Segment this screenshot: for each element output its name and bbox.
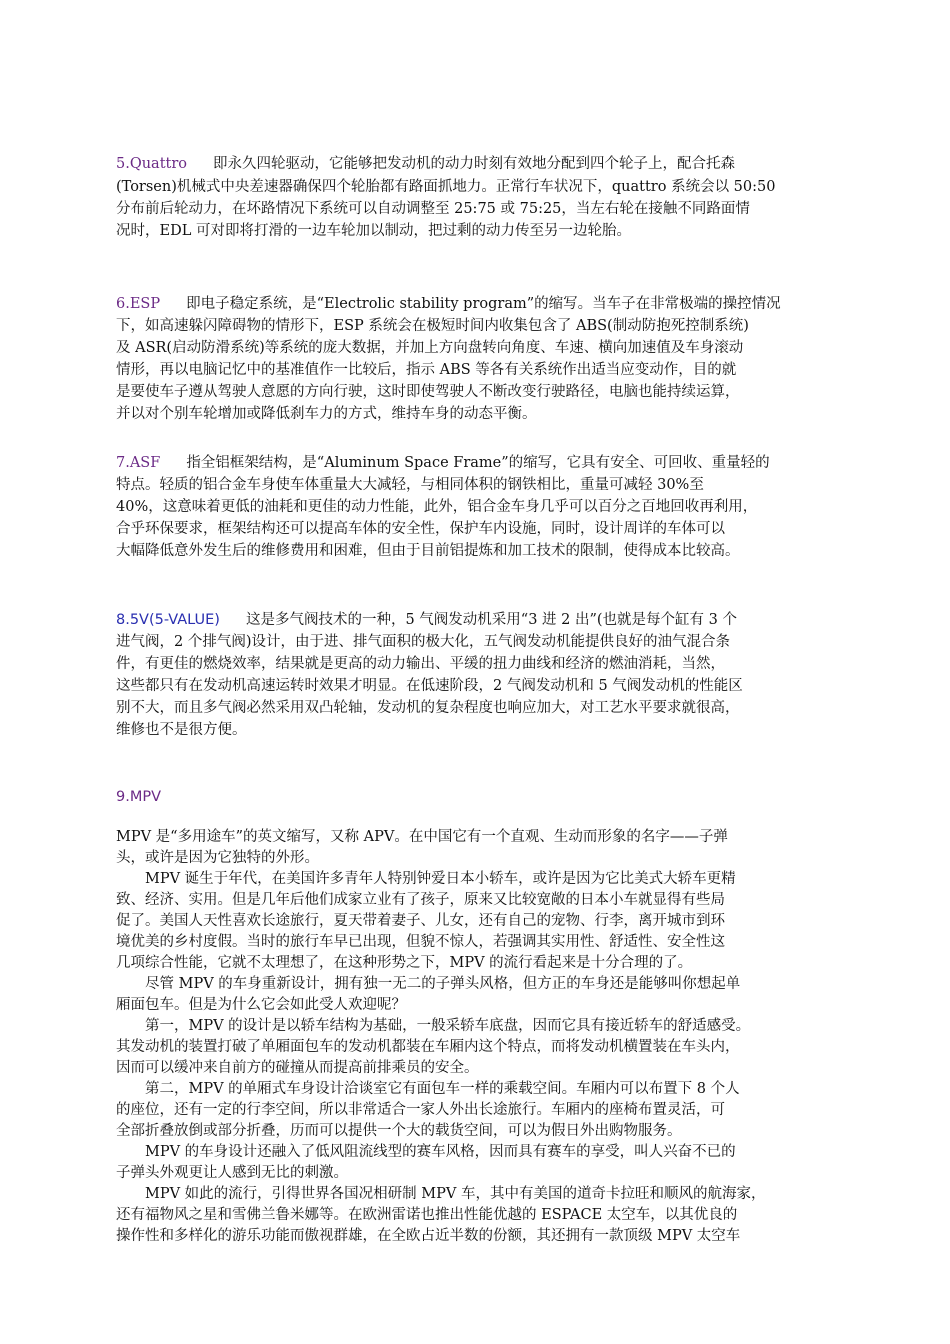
paragraph-line: 还有福物风之星和雪佛兰鲁米娜等。在欧洲雷诺也推出性能优越的 ESPACE 太空车，以其优良的 — [116, 1207, 738, 1223]
paragraph-line: 是要使车子遵从驾驶人意愿的方向行驶，这时即使驾驶人不断改变行驶路径，电脑也能持续运算， — [116, 384, 740, 400]
paragraph-line: 的座位，还有一定的行李空间，所以非常适合一家人外出长途旅行。车厢内的座椅布置灵活，可 — [116, 1102, 725, 1118]
paragraph-line: 下，如高速躲闪障碍物的情形下，ESP 系统会在极短时间内收集包含了 ABS(制动防抱死控制系统) — [116, 318, 749, 334]
paragraph-line: 操作性和多样化的游乐功能而傲视群雄，在全欧占近半数的份额，其还拥有一款顶级 MPV 太空车 — [116, 1228, 741, 1244]
paragraph-line: 促了。美国人天性喜欢长途旅行，夏天带着妻子、儿女，还有自己的宠物、行李，离开城市到环 — [116, 913, 725, 929]
section-label: 8.5V(5-VALUE) — [116, 612, 220, 628]
paragraph-line — [116, 294, 781, 314]
paragraph-line: 件，有更佳的燃烧效率，结果就是更高的动力输出、平缓的扭力曲线和经济的燃油消耗，当然， — [116, 656, 725, 672]
paragraph-line: 进气阀，2 个排气阀)设计，由于进、排气面积的极大化，五气阀发动机能提供良好的油气混合条 — [116, 634, 730, 650]
paragraph-line: 及 ASR(启动防滑系统)等系统的庞大数据，并加上方向盘转向角度、车速、横向加速值及车身滚动 — [116, 340, 744, 356]
paragraph-line — [116, 154, 735, 174]
paragraph-line: MPV 的车身设计还融入了低风阻流线型的赛车风格，因而具有赛车的享受，叫人兴奋不已的 — [116, 1144, 736, 1160]
section-label: 7.ASF — [116, 455, 161, 471]
paragraph-line: 境优美的乡村度假。当时的旅行车早已出现，但貌不惊人，若强调其实用性、舒适性、安全性这 — [116, 934, 725, 950]
paragraph-line: 维修也不是很方便。 — [116, 722, 247, 738]
paragraph-line: MPV 如此的流行，引得世界各国况相研制 MPV 车，其中有美国的道奇卡拉旺和顺风的航海家， — [116, 1186, 766, 1202]
paragraph-line: 况时，EDL 可对即将打滑的一边车轮加以制动，把过剩的动力传至另一边轮胎。 — [116, 223, 631, 239]
paragraph-line: 厢面包车。但是为什么它会如此受人欢迎呢？ — [116, 997, 406, 1013]
section-label: 6.ESP — [116, 296, 161, 312]
paragraph-line: MPV 诞生于年代，在美国许多青年人特别钟爱日本小轿车，或许是因为它比美式大轿车更精 — [116, 871, 736, 887]
paragraph-line: 第一，MPV 的设计是以轿车结构为基础，一般采轿车底盘，因而它具有接近轿车的舒适感受。 — [116, 1018, 751, 1034]
paragraph-line: 几项综合性能，它就不太理想了，在这种形势之下，MPV 的流行看起来是十分合理的了。 — [116, 955, 693, 971]
paragraph-line: 子弹头外观更让人感到无比的刺激。 — [116, 1165, 348, 1181]
paragraph-line: 其发动机的装置打破了单厢面包车的发动机都装在车厢内这个特点，而将发动机横置装在车头内， — [116, 1039, 740, 1055]
paragraph-line: 致、经济、实用。但是几年后他们成家立业有了孩子，原来又比较宽敞的日本小车就显得有些局 — [116, 892, 725, 908]
paragraph-line: 特点。轻质的铝合金车身使车体重量大大减轻，与相同体积的钢铁相比，重量可减轻 30%至 — [116, 477, 704, 493]
paragraph-line: 分布前后轮动力，在坏路情况下系统可以自动调整至 25:75 或 75:25，当左右轮在接触不同路面情 — [116, 201, 750, 217]
paragraph-line: 大幅降低意外发生后的维修费用和困难，但由于目前铝提炼和加工技术的限制，使得成本比较高。 — [116, 543, 740, 559]
paragraph-line: 这些都只有在发动机高速运转时效果才明显。在低速阶段，2 气阀发动机和 5 气阀发动机的性能区 — [116, 678, 743, 694]
paragraph-line: (Torsen)机械式中央差速器确保四个轮胎都有路面抓地力。正常行车状况下，quattro 系统会以 50:50 — [116, 179, 776, 195]
paragraph-line: 头，或许是因为它独特的外形。 — [116, 850, 319, 866]
paragraph-line: 因而可以缓冲来自前方的碰撞从而提高前排乘员的安全。 — [116, 1060, 479, 1076]
line-text: 即永久四轮驱动，它能够把发动机的动力时刻有效地分配到四个轮子上，配合托森 — [213, 156, 736, 172]
paragraph-line: 尽管 MPV 的车身重新设计，拥有独一无二的子弹头风格，但方正的车身还是能够叫你想起单 — [116, 976, 741, 992]
line-text: 即电子稳定系统，是“Electrolic stability program”的缩写。当车子在非常极端的操控情况 — [186, 296, 781, 312]
paragraph-line: 别不大，而且多气阀必然采用双凸轮轴，发动机的复杂程度也响应加大，对工艺水平要求就很高， — [116, 700, 740, 716]
paragraph-line: 第二，MPV 的单厢式车身设计洽谈室它有面包车一样的乘载空间。车厢内可以布置下 8 个人 — [116, 1081, 740, 1097]
paragraph-line: 合乎环保要求，框架结构还可以提高车体的安全性，保护车内设施，同时，设计周详的车体可以 — [116, 521, 725, 537]
paragraph-line: MPV 是“多用途车”的英文缩写，又称 APV。在中国它有一个直观、生动而形象的名字——子弹 — [116, 829, 728, 845]
section-label: 5.Quattro — [116, 156, 188, 172]
line-text: 指全铝框架结构，是“Aluminum Space Frame”的缩写，它具有安全、可回收、重量轻的 — [186, 455, 770, 471]
paragraph-line: 全部折叠放倒或部分折叠，历而可以提供一个大的载货空间，可以为假日外出购物服务。 — [116, 1123, 682, 1139]
paragraph-line: 40%，这意味着更低的油耗和更佳的动力性能，此外，铝合金车身几乎可以百分之百地回收再利用， — [116, 499, 758, 515]
paragraph-line: 并以对个别车轮增加或降低刹车力的方式，维持车身的动态平衡。 — [116, 406, 537, 422]
paragraph-line — [116, 453, 770, 473]
line-text: 这是多气阀技术的一种，5 气阀发动机采用“3 进 2 出”(也就是每个缸有 3 个 — [245, 612, 737, 628]
paragraph-line: 情形，再以电脑记忆中的基准值作一比较后，指示 ABS 等各有关系统作出适当应变动作，目的就 — [116, 362, 737, 378]
section-heading: 9.MPV — [116, 789, 162, 805]
paragraph-line — [116, 610, 737, 630]
